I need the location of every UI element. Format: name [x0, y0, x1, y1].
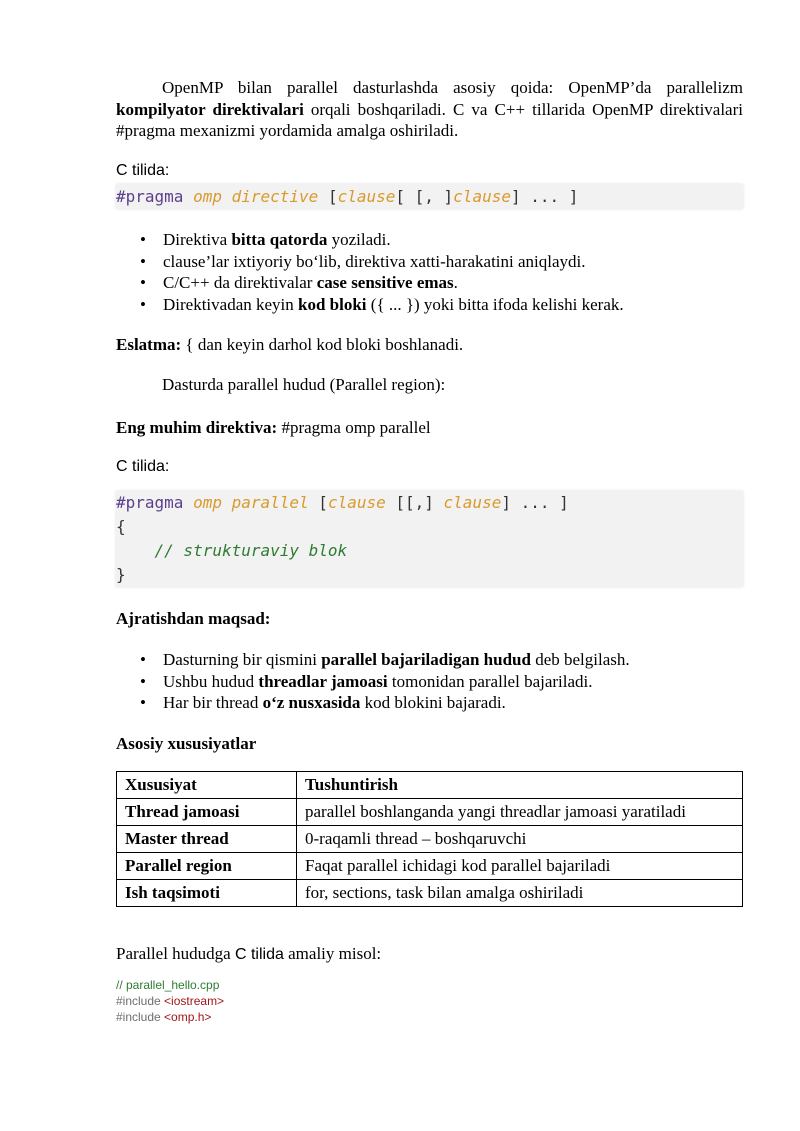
note-label: Eslatma:: [116, 335, 182, 354]
snippet-include-line: [116, 993, 224, 1009]
code1-pragma: #pragma: [116, 187, 184, 206]
features-heading-text: Asosiy xususiyatlar: [116, 734, 257, 753]
list-item-bold: threadlar jamoasi: [258, 671, 388, 691]
example-text-2: amaliy misol:: [283, 944, 382, 963]
table-cell: parallel boshlanganda yangi threadlar jamoasi yaratiladi: [297, 799, 743, 826]
code2-close-brace: }: [116, 565, 126, 584]
code-snippet: [116, 977, 224, 1025]
list-item-text: clause’lar ixtiyoriy bo‘lib, direktiva xatti-harakatini aniqlaydi.: [163, 251, 586, 271]
table-cell: Master thread: [117, 826, 297, 853]
intro-text-1: OpenMP bilan parallel dasturlashda asosiy qoida: OpenMP’da parallelizm: [162, 78, 743, 97]
main-directive-label: Eng muhim direktiva:: [116, 418, 278, 437]
list-item: [116, 251, 743, 273]
list-item-bold: kod bloki: [298, 294, 367, 314]
code2-pragma: #pragma: [116, 493, 184, 512]
code2-bracket-2: [[,]: [385, 493, 444, 512]
main-directive-paragraph: [116, 417, 431, 439]
list-item-text: tomonidan parallel bajariladi.: [387, 671, 593, 691]
list-item: [116, 294, 743, 316]
list-item: [116, 692, 743, 714]
table-cell: Parallel region: [117, 853, 297, 880]
snippet-header: <iostream>: [160, 994, 225, 1008]
list-item-text: Direktivadan keyin: [163, 294, 299, 314]
example-text-1: Parallel hududga: [116, 944, 235, 963]
note-text: { dan keyin darhol kod bloki boshlanadi.: [181, 335, 464, 354]
table-header-row: [117, 772, 743, 799]
example-paragraph: [116, 943, 381, 966]
features-heading: [116, 733, 256, 755]
list-item: [116, 649, 743, 671]
code2-clause-2: clause: [443, 493, 502, 512]
list-item-bold: case sensitive emas: [316, 273, 454, 292]
table-cell: for, sections, task bilan amalga oshiriladi: [297, 880, 743, 907]
list-item-text: Direktiva: [163, 230, 232, 249]
code2-directive: omp parallel: [193, 493, 309, 512]
main-directive-text: #pragma omp parallel: [277, 418, 431, 437]
intro-text-2: orqali boshqariladi. C va C++ tillarida OpenMP direktivalari #pragma mexanizmi yordamida amalga oshiriladi.: [116, 99, 743, 140]
features-table: [116, 771, 743, 907]
code1-clause-2: clause: [453, 187, 511, 206]
table-row: [117, 853, 743, 880]
purpose-heading: [116, 608, 270, 630]
code2-bracket-1: [: [308, 493, 328, 512]
code2-clause-1: clause: [327, 493, 386, 512]
example-sans: C tilida: [234, 946, 284, 963]
purpose-list: [116, 649, 743, 714]
list-item-text: ({ ... }) yoki bitta ifoda kelishi kerak.: [366, 294, 624, 314]
c-label-1: C tilida:: [116, 162, 170, 179]
code-block-parallel: [116, 491, 743, 587]
list-item-bold: o‘z nusxasida: [262, 693, 361, 712]
intro-paragraph: [116, 77, 743, 142]
list-item: [116, 229, 743, 251]
table-header-cell: Xususiyat: [117, 772, 297, 799]
code2-open-brace: {: [116, 517, 126, 536]
table-cell: Faqat parallel ichidagi kod parallel bajariladi: [297, 853, 743, 880]
list-item-text: Har bir thread: [163, 693, 263, 712]
table-cell: 0-raqamli thread – boshqaruvchi: [297, 826, 743, 853]
code1-bracket-1: [: [318, 187, 338, 206]
table-cell: Ish taqsimoti: [117, 880, 297, 907]
region-line: Dasturda parallel hudud (Parallel region):: [162, 375, 446, 394]
code2-comment: // strukturaviy blok: [154, 541, 348, 560]
snippet-comment: // parallel_hello.cpp: [116, 978, 220, 992]
code1-bracket-2: [ [, ]: [395, 187, 454, 206]
code1-bracket-3: ] ... ]: [510, 187, 579, 206]
snippet-include: #include: [116, 1010, 161, 1024]
list-item-text: yoziladi.: [327, 230, 391, 249]
purpose-heading-text: Ajratishdan maqsad:: [116, 609, 271, 628]
list-item-bold: bitta qatorda: [231, 230, 328, 249]
list-item-text: Ushbu hudud: [163, 671, 259, 691]
code2-bracket-3: ] ... ]: [501, 493, 569, 512]
list-item: [116, 272, 743, 294]
snippet-header: <omp.h>: [160, 1010, 212, 1024]
snippet-include: #include: [116, 994, 161, 1008]
intro-bold: kompilyator direktivalari: [116, 99, 304, 119]
list-item-text: .: [453, 273, 458, 292]
code-block-directive: [116, 184, 743, 209]
list-item-text: kod blokini bajaradi.: [360, 693, 506, 712]
list-item-text: deb belgilash.: [530, 650, 630, 669]
table-cell: Thread jamoasi: [117, 799, 297, 826]
table-row: [117, 799, 743, 826]
table-row: [117, 880, 743, 907]
note-paragraph: [116, 334, 463, 356]
c-label-2: C tilida:: [116, 458, 170, 475]
code1-directive: omp directive: [193, 187, 319, 206]
list-item-bold: parallel bajariladigan hudud: [321, 650, 531, 669]
table-header-cell: Tushuntirish: [297, 772, 743, 799]
list-item-text: Dasturning bir qismini: [163, 650, 322, 669]
list-item: [116, 671, 743, 693]
code1-clause-1: clause: [337, 187, 396, 206]
rules-list: [116, 229, 743, 315]
snippet-include-line: [116, 1009, 224, 1025]
table-row: [117, 826, 743, 853]
list-item-text: C/C++ da direktivalar: [163, 273, 317, 292]
